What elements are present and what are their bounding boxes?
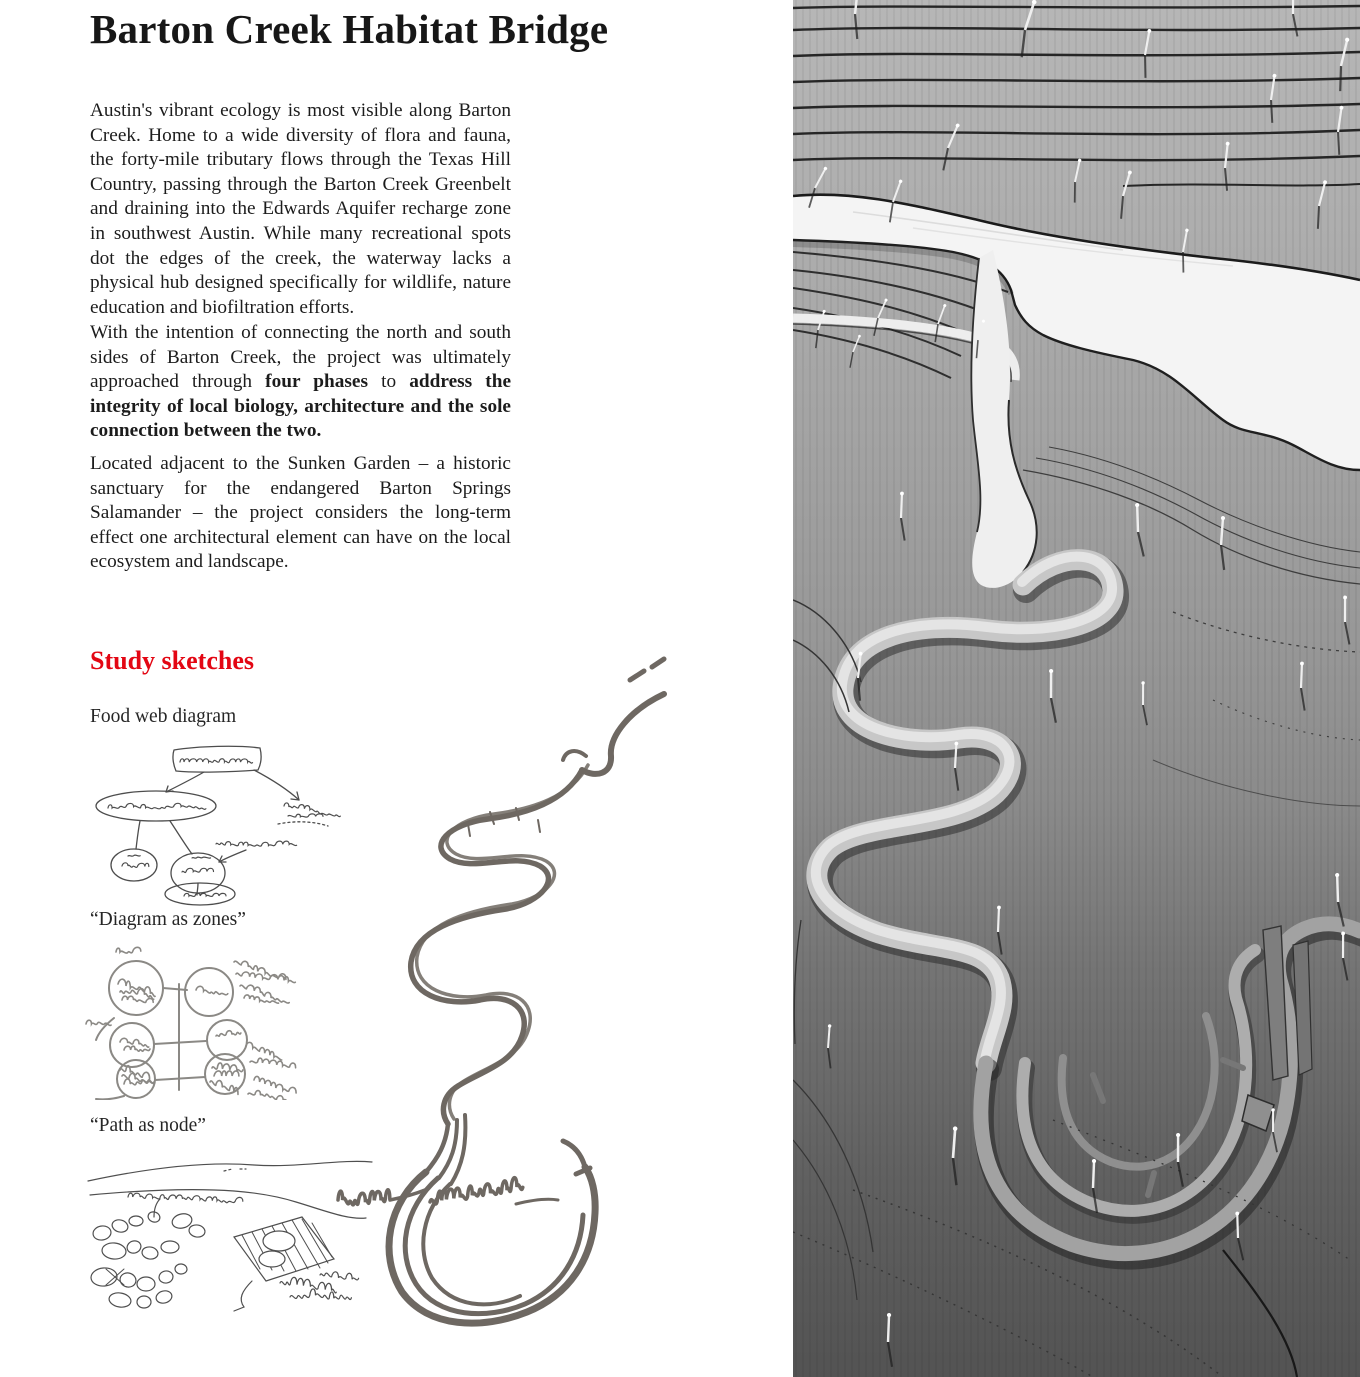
path-as-node-label: “Path as node” <box>90 1115 206 1136</box>
pebble-cluster <box>90 1199 206 1309</box>
food-web-diagram-label: Food web diagram <box>90 706 237 727</box>
diagram-as-zones-label: “Diagram as zones” <box>90 909 246 930</box>
creek-meander-line <box>411 770 582 1124</box>
intro-p2-bold-goal: address the integrity of local biology, architecture and the sole connection between the two. <box>90 371 512 442</box>
study-sketches-heading: Study sketches <box>90 646 254 675</box>
page-title: Barton Creek Habitat Bridge <box>90 6 609 52</box>
intro-paragraph-2 <box>90 321 511 444</box>
site-model-photo <box>793 0 1360 1377</box>
site-model-photo-graphic <box>793 0 1360 1377</box>
creek-handwritten-words <box>338 1178 558 1205</box>
intro-p2-bold-phases: four phases <box>265 371 368 393</box>
diagram-as-zones-sketch <box>84 940 324 1100</box>
intro-paragraph-3: Located adjacent to the Sunken Garden – a historic sanctuary for the endangered Barton Springs Salamander – the project considers the long-term effect one architectural element can have on the local ecosystem and landscape. <box>90 453 511 573</box>
intro-paragraph-1: Austin's vibrant ecology is most visible along Barton Creek. Home to a wide diversity of flora and fauna, the forty-mile tributary flows through the Texas Hill Country, passing through the Barton Creek Greenbelt and draining into the Edwards Aquifer recharge zone in southwest Austin. While many recreational spots dot the edges of the creek, the waterway lacks a physical hub designed specifically for wildlife, nature education and biofiltration efforts. <box>90 100 511 318</box>
food-web-sketch <box>88 738 350 906</box>
creek-plan-sketch <box>330 652 680 1332</box>
intro-p2-text-2: to <box>367 371 410 393</box>
intro-p2-text: With the intention of connecting the north and south sides of Barton Creek, the project was ultimately approached through <box>90 322 511 393</box>
